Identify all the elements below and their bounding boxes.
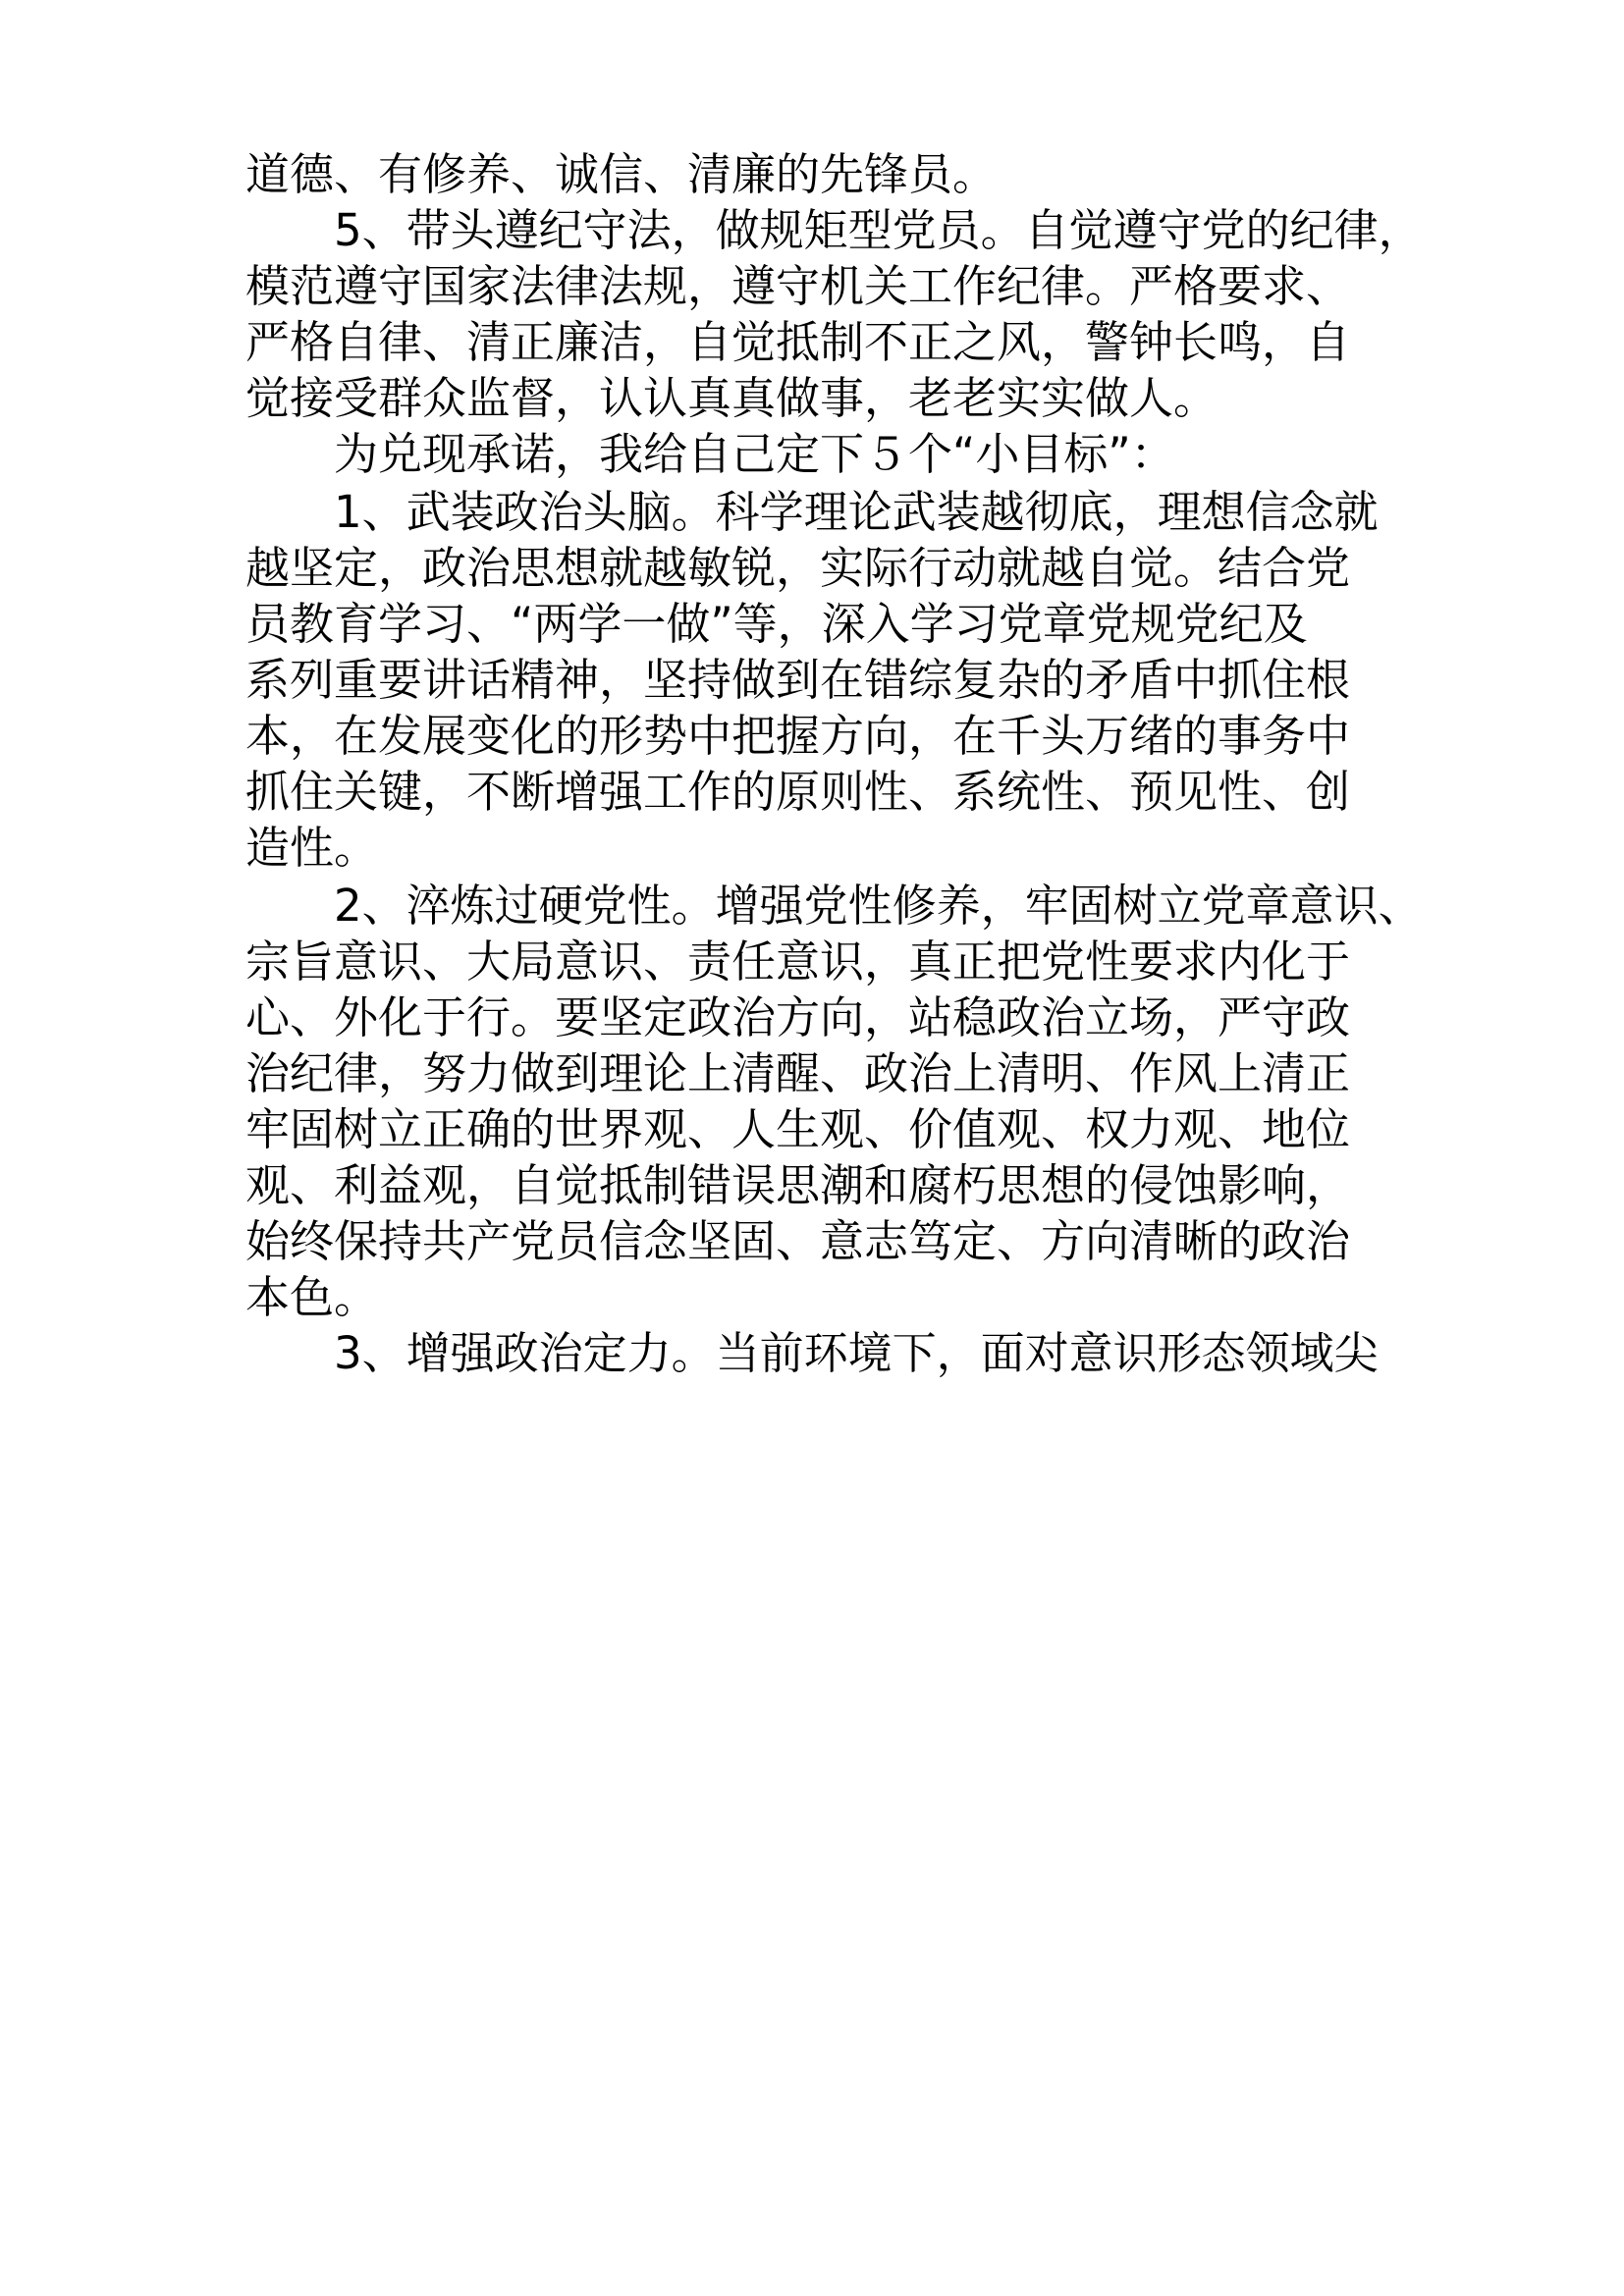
text-line: 1、武装政治头脑。科学理论武装越彻底，理想信念就 xyxy=(334,486,1379,538)
text-line: 牢固树立正确的世界观、人生观、价值观、权力观、地位 xyxy=(245,1103,1351,1155)
text-line: 本，在发展变化的形势中把握方向，在千头万绪的事务中 xyxy=(245,710,1351,762)
text-line: 抓住关键，不断增强工作的原则性、系统性、预见性、创 xyxy=(245,766,1351,818)
text-line: 越坚定，政治思想就越敏锐，实际行动就越自觉。结合党 xyxy=(245,542,1351,594)
text-line: 本色。 xyxy=(245,1271,379,1323)
text-line: 5、带头遵纪守法，做规矩型党员。自觉遵守党的纪律， xyxy=(334,204,1423,256)
text-line: 观、利益观，自觉抵制错误思潮和腐朽思想的侵蚀影响， xyxy=(245,1159,1351,1211)
text-line: 心、外化于行。要坚定政治方向，站稳政治立场，严守政 xyxy=(245,991,1351,1043)
text-line: 系列重要讲话精神，坚持做到在错综复杂的矛盾中抓住根 xyxy=(245,654,1351,706)
text-line: 模范遵守国家法律法规，遵守机关工作纪律。严格要求、 xyxy=(245,260,1351,312)
text-line: 道德、有修养、诚信、清廉的先锋员。 xyxy=(245,148,998,200)
text-line: 造性。 xyxy=(245,822,379,874)
text-line: 3、增强政治定力。当前环境下，面对意识形态领域尖 xyxy=(334,1327,1379,1379)
text-line: 觉接受群众监督，认认真真做事，老老实实做人。 xyxy=(245,372,1218,424)
text-line: 为兑现承诺，我给自己定下５个“小目标”： xyxy=(334,428,1175,480)
text-line: 始终保持共产党员信念坚固、意志笃定、方向清晰的政治 xyxy=(245,1215,1351,1267)
text-line: 员教育学习、“两学一做”等，深入学习党章党规党纪及 xyxy=(245,598,1308,650)
text-line: 治纪律，努力做到理论上清醒、政治上清明、作风上清正 xyxy=(245,1047,1351,1099)
text-line: 宗旨意识、大局意识、责任意识，真正把党性要求内化于 xyxy=(245,935,1351,988)
text-line: 严格自律、清正廉洁，自觉抵制不正之风，警钟长鸣，自 xyxy=(245,316,1351,368)
text-line: 2、淬炼过硬党性。增强党性修养，牢固树立党章意识、 xyxy=(334,880,1423,932)
